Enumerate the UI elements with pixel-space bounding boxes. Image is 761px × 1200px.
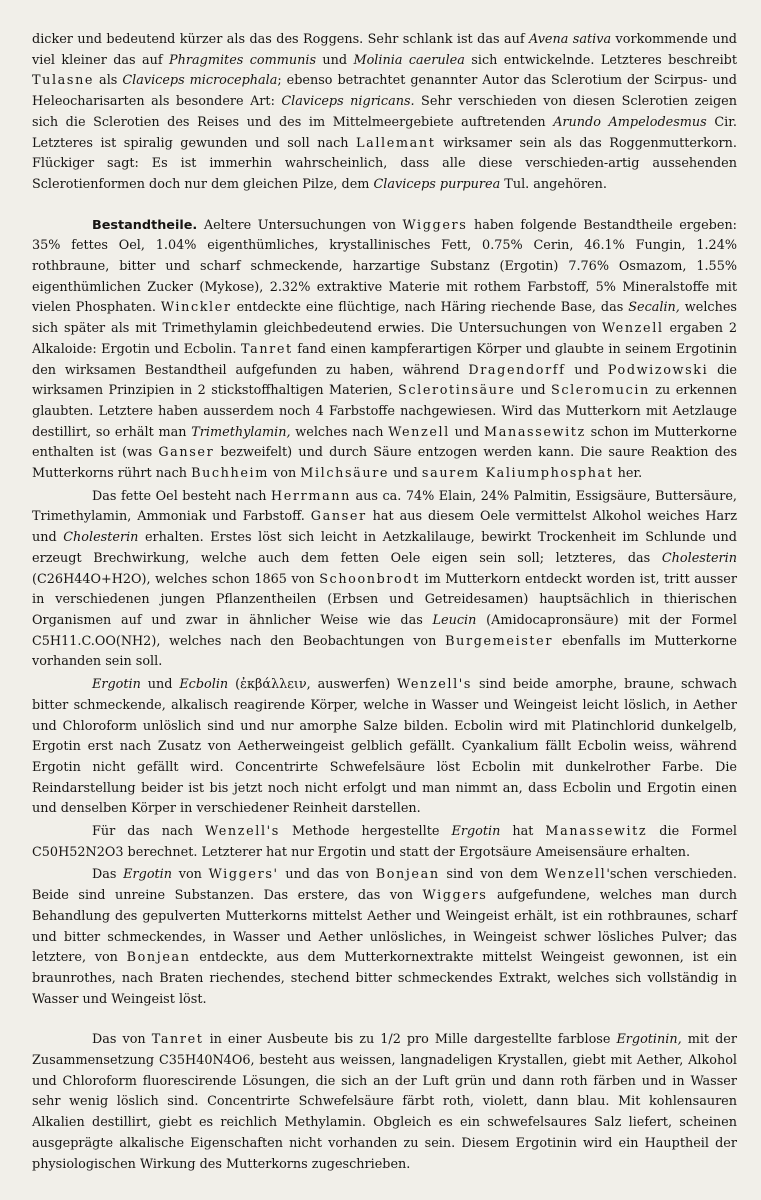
text: ; ebenso betrachtet genannter Autor das Sclerotium der Scirpus- und Heleocharisarten als besondere Art: xyxy=(32,73,737,110)
text: in einer Ausbeute bis zu 1/2 pro Mille dargestellte farblose xyxy=(203,1032,617,1048)
text: erhalten. Erstes löst sich leicht in Aetzkalilauge, bewirkt Trockenheit im Schlunde und erzeugt Brechwirkung, welche auch dem fetten Oele eigen sein soll; letzteres, das xyxy=(32,530,737,566)
text: 'schen verschieden. Beide sind unreine Substanzen. Das erstere, das von xyxy=(32,867,737,904)
text: aus ca. 74% Elain, 24% Palmitin, Essigsäure, Buttersäure, Trimethylamin, Ammoniak und Farbstoff. xyxy=(32,488,737,525)
paragraph-ergotin-wiggers xyxy=(32,865,737,1010)
text: von xyxy=(172,867,209,883)
text: fand einen kampferartigen Körper und glaubte in seinem Ergotinin den wirksamen Bestandtheil aufgefunden zu haben, während xyxy=(32,341,737,378)
paragraph-ergotinin xyxy=(32,1030,737,1175)
author-name: Burgemeister xyxy=(445,633,554,649)
text: und xyxy=(565,362,608,378)
author-name: Wenzell xyxy=(544,867,607,883)
text: die Formel C50H52N2O3 berechnet. Letzterer hat nur Ergotin und statt der Ergotsäure Ameisensäure erhalten. xyxy=(32,824,737,860)
author-name: Manassewitz xyxy=(484,424,586,440)
author-name: Tulasne xyxy=(32,73,95,89)
text: und das von xyxy=(278,867,376,883)
author-name: Buchheim xyxy=(191,466,269,482)
text: Methode hergestellte xyxy=(279,824,452,840)
text: (C26H44O+H2O), welches schon 1865 von xyxy=(32,571,320,587)
substance-name: Milchsäure xyxy=(300,466,390,482)
text: die wirksamen Prinzipien in 2 stickstoffhaltigen Materien, xyxy=(32,362,737,399)
text: hat aus diesem Oele vermittelst Alkohol weiches Harz und xyxy=(32,509,737,546)
author-name: Tanret xyxy=(240,341,293,357)
section-heading: Bestandtheile. xyxy=(92,217,198,233)
text: sind von dem xyxy=(439,867,545,883)
text: im Mutterkorn entdeckt worden ist, tritt ausser in verschiedenen jungen Pflanzentheilen (Erbsen und Getreidesamen) hauptsächlich in thierischen Organismen auf und zwar in ähnlicher Weise wie das xyxy=(32,571,737,628)
text: Aeltere Untersuchungen von xyxy=(197,217,403,233)
substance-name: Ergotin xyxy=(92,677,141,693)
text: als xyxy=(94,73,123,89)
text: dicker und bedeutend kürzer als das des Roggens. Sehr schlank ist das auf xyxy=(32,32,529,47)
text: her. xyxy=(613,466,643,482)
species-name: Phragmites communis xyxy=(169,52,317,68)
substance-name: Sclerotinsäure xyxy=(398,383,516,399)
substance-name: Secalin, xyxy=(628,300,680,316)
author-name: Manassewitz xyxy=(545,824,648,840)
paragraph-bestandtheile xyxy=(32,216,737,485)
text: sich entwickelnde. Letzteres beschreibt xyxy=(464,52,738,68)
author-name: Dragendorff xyxy=(468,362,566,378)
text: Das xyxy=(92,867,124,883)
substance-name: Leucin xyxy=(432,612,477,628)
author-name: Wenzell xyxy=(601,321,664,337)
author-name: Ganser xyxy=(310,509,367,525)
author-name: Wenzell xyxy=(388,424,450,440)
text: ergaben 2 Alkaloide: Ergotin und Ecbolin. xyxy=(32,321,738,357)
author-name: Winckler xyxy=(160,300,232,316)
substance-name: Scleromucin xyxy=(550,383,650,399)
text: mit der Zusammensetzung C35H40N4O6, besteht aus weissen, langnadeligen Krystallen, giebt mit Aether, Alkohol und Chloroform fluorescirende Lösungen, die sich an der Luft grün und dann roth färben und in Wasser sehr wenig löslich sind. Concentrirte Schwefelsäure färbt roth, violett, dann blau. Mit kohlensauren Alkalien destillirt, giebt es reichlich Methylamin. Obgleich es ein schwefelsaures Salz liefert, scheinen ausgeprägte alkalische Eigenschaften nicht vorhanden zu sein. Diesem Ergotinin wird ein Hauptheil der physiologischen Wirkung des Mutterkorns zugeschrieben. xyxy=(32,1032,737,1172)
author-name: Tanret xyxy=(151,1032,204,1048)
author-name: Ganser xyxy=(158,445,215,461)
text: (Amidocapronsäure) mit der Formel C5H11.C.OO(NH2), welches nach den Beobachtungen von xyxy=(32,612,737,649)
species-name: Arundo Ampelodesmus xyxy=(553,114,707,130)
text: aufgefundene, welches man durch Behandlung des gepulverten Mutterkorns mittelst Aether und Weingeist erhält, ist ein rothbraunes, scharf und bitter schmeckendes, in Wasser und Aether unlösliches, in Weingeist schwer lösliches Pulver; das letztere, von xyxy=(32,888,737,966)
text: und xyxy=(389,466,422,482)
text: sind beide amorphe, braune, schwach bitter schmeckende, alkalisch reagirende Körper, welche in Wasser und Weingeist leicht löslich, in Aether und Chloroform unlöslich sind und nur amorphe Salze bilden. Ecbolin wird mit Platinchlorid dunkelgelb, Ergotin erst nach Zusatz von Aetherweingeist gelblich gefällt. Cyankalium fällt Ecbolin weiss, während Ergotin nicht gefällt wird. Concentrirte Schwefelsäure löst Ecbolin mit dunkelrother Farbe. Die Reindarstellung beider ist bis jetzt noch nicht erfolgt und man nimmt an, dass Ecbolin und Ergotin einen und denselben Körper in verschiedener Reinheit darstellen. xyxy=(32,677,738,817)
text: und xyxy=(316,52,354,68)
species-name: Claviceps nigricans. xyxy=(281,94,415,110)
text: welches nach xyxy=(290,424,389,440)
text: von xyxy=(268,466,301,482)
text: Das fette Oel besteht nach xyxy=(92,488,271,504)
paragraph-fettes-oel xyxy=(32,487,737,673)
text: Tul. angehören. xyxy=(500,176,607,192)
text: bezweifelt) und durch Säure entzogen werden kann. Die saure Reaktion des Mutterkorns rührt nach xyxy=(32,445,738,482)
text: und xyxy=(449,424,485,440)
author-name: Wiggers xyxy=(422,888,488,904)
text: Cir. Letzteres ist spiralig gewunden und soll nach xyxy=(32,114,737,151)
text: hat xyxy=(500,824,546,840)
author-name: Wenzell's xyxy=(397,677,473,693)
text: wirksamer sein als das Roggenmutterkorn. Flückiger sagt: Es ist immerhin wahrscheinlich, dass alle diese verschieden-artig aussehenden Sclerotienformen doch nur dem gleichen Pilze, dem xyxy=(32,135,737,192)
substance-name: Cholesterin xyxy=(63,530,139,546)
substance-name: Trimethylamin, xyxy=(191,424,291,440)
author-name: Bonjean xyxy=(375,867,440,883)
substance-name: saurem Kaliumphosphat xyxy=(421,466,614,482)
substance-name: Ergotin xyxy=(123,867,173,883)
paragraph-sclerotia xyxy=(32,30,737,196)
text: entdeckte eine flüchtige, nach Häring riechende Base, das xyxy=(231,300,629,316)
text: Sehr verschieden von diesen Sclerotien zeigen sich die Sclerotien des Reises und des im Mittelmeergebiete auftretenden xyxy=(32,94,737,130)
text: (ἐκβάλλειν, auswerfen) xyxy=(228,677,398,693)
text: ebenfalls im Mutterkorne vorhanden sein soll. xyxy=(32,633,738,670)
species-name: Claviceps microcephala xyxy=(122,73,278,89)
text: zu erkennen glaubten. Letztere haben ausserdem noch 4 Farbstoffe nachgewiesen. Wird das Mutterkorn mit Aetzlauge destillirt, so erhält man xyxy=(32,383,738,440)
author-name: Bonjean xyxy=(126,950,191,966)
text: und xyxy=(140,677,180,693)
text: haben folgende Bestandtheile ergeben: 35% fettes Oel, 1.04% eigenthümliches, krystallinisches Fett, 0.75% Cerin, 46.1% Fungin, 1.24% rothbraune, bitter und scharf schmeckende, harzartige Substanz (Ergotin) 7.76% Osmazom, 1.55% eigenthümlichen Zucker (Mykose), 2.32% extraktive Materie mit rothem Farbstoff, 5% Mineralstoffe mit vielen Phosphaten. xyxy=(32,217,737,316)
text: schon im Mutterkorne enthalten ist (was xyxy=(32,424,737,461)
text: welches sich später als mit Trimethylamin gleichbedeutend erwies. Die Untersuchungen von xyxy=(32,300,737,337)
author-name: Wiggers xyxy=(402,217,468,233)
author-name: Podwizowski xyxy=(607,362,709,378)
species-name: Claviceps purpurea xyxy=(373,176,501,192)
text: Für das nach xyxy=(92,824,206,840)
author-name: Herrmann xyxy=(271,488,352,504)
substance-name: Cholesterin xyxy=(661,550,737,566)
species-name: Avena sativa xyxy=(528,32,612,47)
author-name: Wiggers' xyxy=(208,867,279,883)
author-name: Lallemant xyxy=(356,135,436,151)
author-name: Wenzell's xyxy=(205,824,280,840)
text: vorkommende und viel kleiner das auf xyxy=(32,32,737,68)
author-name: Schoonbrodt xyxy=(319,571,420,587)
text: und xyxy=(515,383,551,399)
substance-name: Ergotinin, xyxy=(616,1032,682,1048)
species-name: Molinia caerulea xyxy=(353,52,465,68)
paragraph-wenzell-methode xyxy=(32,822,737,863)
substance-name: Ergotin xyxy=(451,824,501,840)
substance-name: Ecbolin xyxy=(179,677,229,693)
text: Das von xyxy=(92,1032,152,1048)
paragraph-ergotin-ecbolin xyxy=(32,675,737,820)
text: entdeckte, aus dem Mutterkornextrakte mittelst Weingeist gewonnen, ist ein braunrothes, nach Braten riechendes, stechend bitter schmeckendes Extrakt, welches sich vollständig in Wasser und Weingeist löst. xyxy=(32,950,737,1007)
